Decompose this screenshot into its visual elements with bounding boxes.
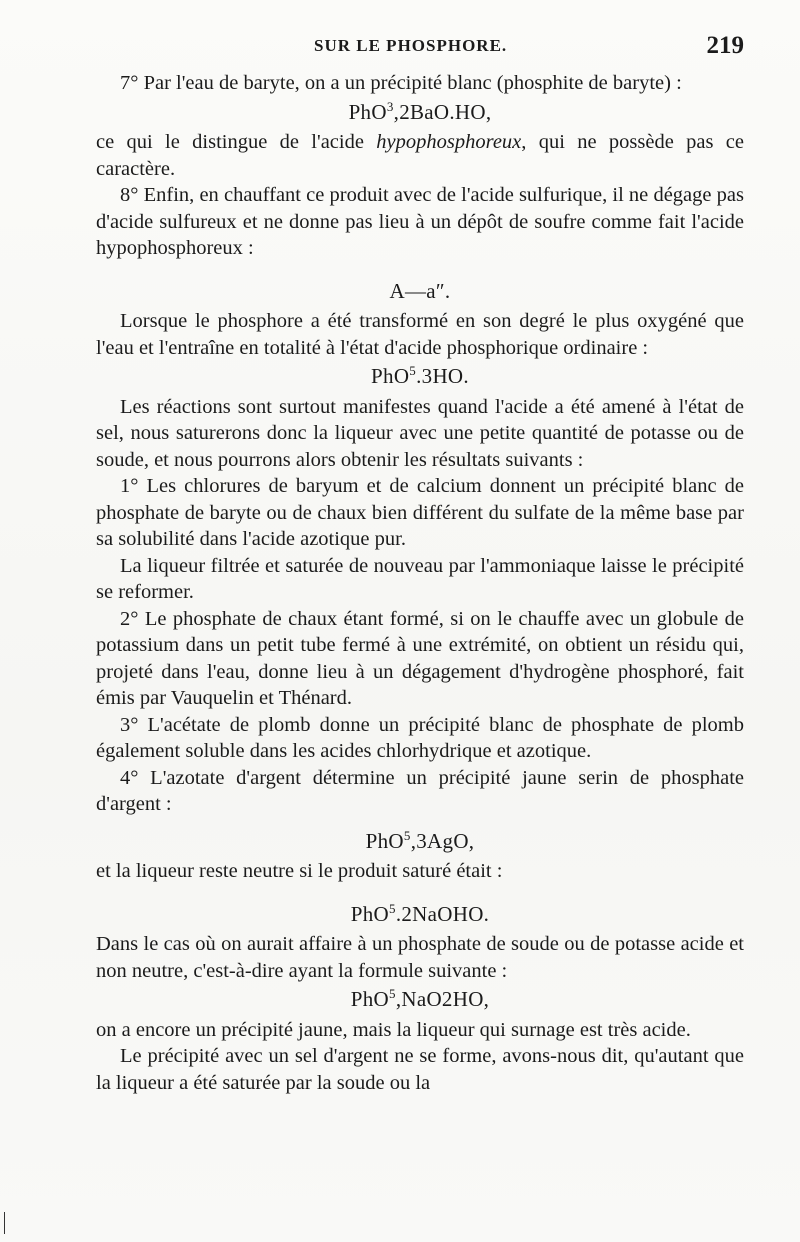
paragraph-baryte: 7° Par l'eau de baryte, on a un précipité blanc (phosphite de baryte) : bbox=[120, 72, 682, 94]
formula-a-a: A—a″. bbox=[389, 278, 451, 303]
page-edge-mark bbox=[4, 1212, 5, 1234]
running-title: SUR LE PHOSPHORE. bbox=[314, 36, 508, 55]
paragraph-phosphate-acide: Dans le cas où on aurait affaire à un phosphate de soude ou de potasse acide et non neutre, c'est-à-dire ayant la formule suivante : bbox=[96, 933, 744, 982]
paragraph-acetate-plomb: 3° L'acétate de plomb donne un précipité blanc de phosphate de plomb également soluble dans les acides chlorhydrique et azotique. bbox=[96, 713, 744, 762]
paragraph-liqueur-filtree: La liqueur filtrée et saturée de nouveau par l'ammoniaque laisse le précipité se reformer. bbox=[96, 554, 744, 603]
paragraph-distinction: ce qui le distingue de l'acide hypophosphoreux, qui ne possède pas ce caractère. bbox=[96, 131, 744, 180]
formula-phosphate-argent: PhO$^5$,3AgO, bbox=[365, 827, 475, 853]
paragraph-liqueur-neutre: et la liqueur reste neutre si le produit saturé était : bbox=[96, 860, 503, 882]
formula-acide-phosphorique: PhO$^5$.3HO. bbox=[371, 363, 469, 388]
paragraph-chlorures: 1° Les chlorures de baryum et de calcium donnent un précipité blanc de phosphate de baryte ou de chaux bien différent du sulfate de la même base par sa solubilité dans l'acide azotique pur. bbox=[96, 475, 744, 550]
paragraph-degre-oxygene: Lorsque le phosphore a été transformé en son degré le plus oxygéné que l'eau et l'entraîne en totalité à l'état d'acide phosphorique ordinaire : bbox=[96, 310, 744, 359]
formula-phosphite-baryte: PhO$^3$,2BaO.HO, bbox=[348, 98, 492, 124]
paragraph-sel-argent: Le précipité avec un sel d'argent ne se forme, avons-nous dit, qu'autant que la liqueur a été saturée par la soude ou la bbox=[96, 1045, 744, 1094]
formula-phosphate-acide: PhO$^5$,NaO2HO, bbox=[350, 986, 490, 1011]
page-number: 219 bbox=[706, 32, 744, 59]
paragraph-phosphate-chaux: 2° Le phosphate de chaux étant formé, si on le chauffe avec un globule de potassium dans un petit tube fermé à une extrémité, on obtient un résidu qui, projeté dans l'eau, donne lieu à un dégagement d'hydrogène phosphoré, fait émis par Vauquelin et Thénard. bbox=[96, 607, 744, 709]
paragraph-reactions: Les réactions sont surtout manifestes quand l'acide a été amené à l'état de sel, nous saturerons donc la liqueur avec une petite quantité de potasse ou de soude, et nous pourrons alors obtenir les résultats suivants : bbox=[96, 395, 744, 471]
page-header bbox=[96, 32, 744, 64]
paragraph-azotate-argent: 4° L'azotate d'argent détermine un précipité jaune serin de phosphate d'argent : bbox=[96, 766, 744, 815]
page-body bbox=[96, 70, 744, 1096]
paragraph-precipite-jaune: on a encore un précipité jaune, mais la liqueur qui surnage est très acide. bbox=[96, 1018, 691, 1041]
formula-phosphate-soude: PhO$^5$.2NaOHO. bbox=[350, 900, 490, 926]
italic-term: hypophosphoreux bbox=[376, 131, 522, 153]
paragraph-acide-sulfurique: 8° Enfin, en chauffant ce produit avec de l'acide sulfurique, il ne dégage pas d'acide sulfureux et ne donne pas lieu à un dépôt de soufre comme fait l'acide hypophosphoreux : bbox=[96, 184, 744, 259]
